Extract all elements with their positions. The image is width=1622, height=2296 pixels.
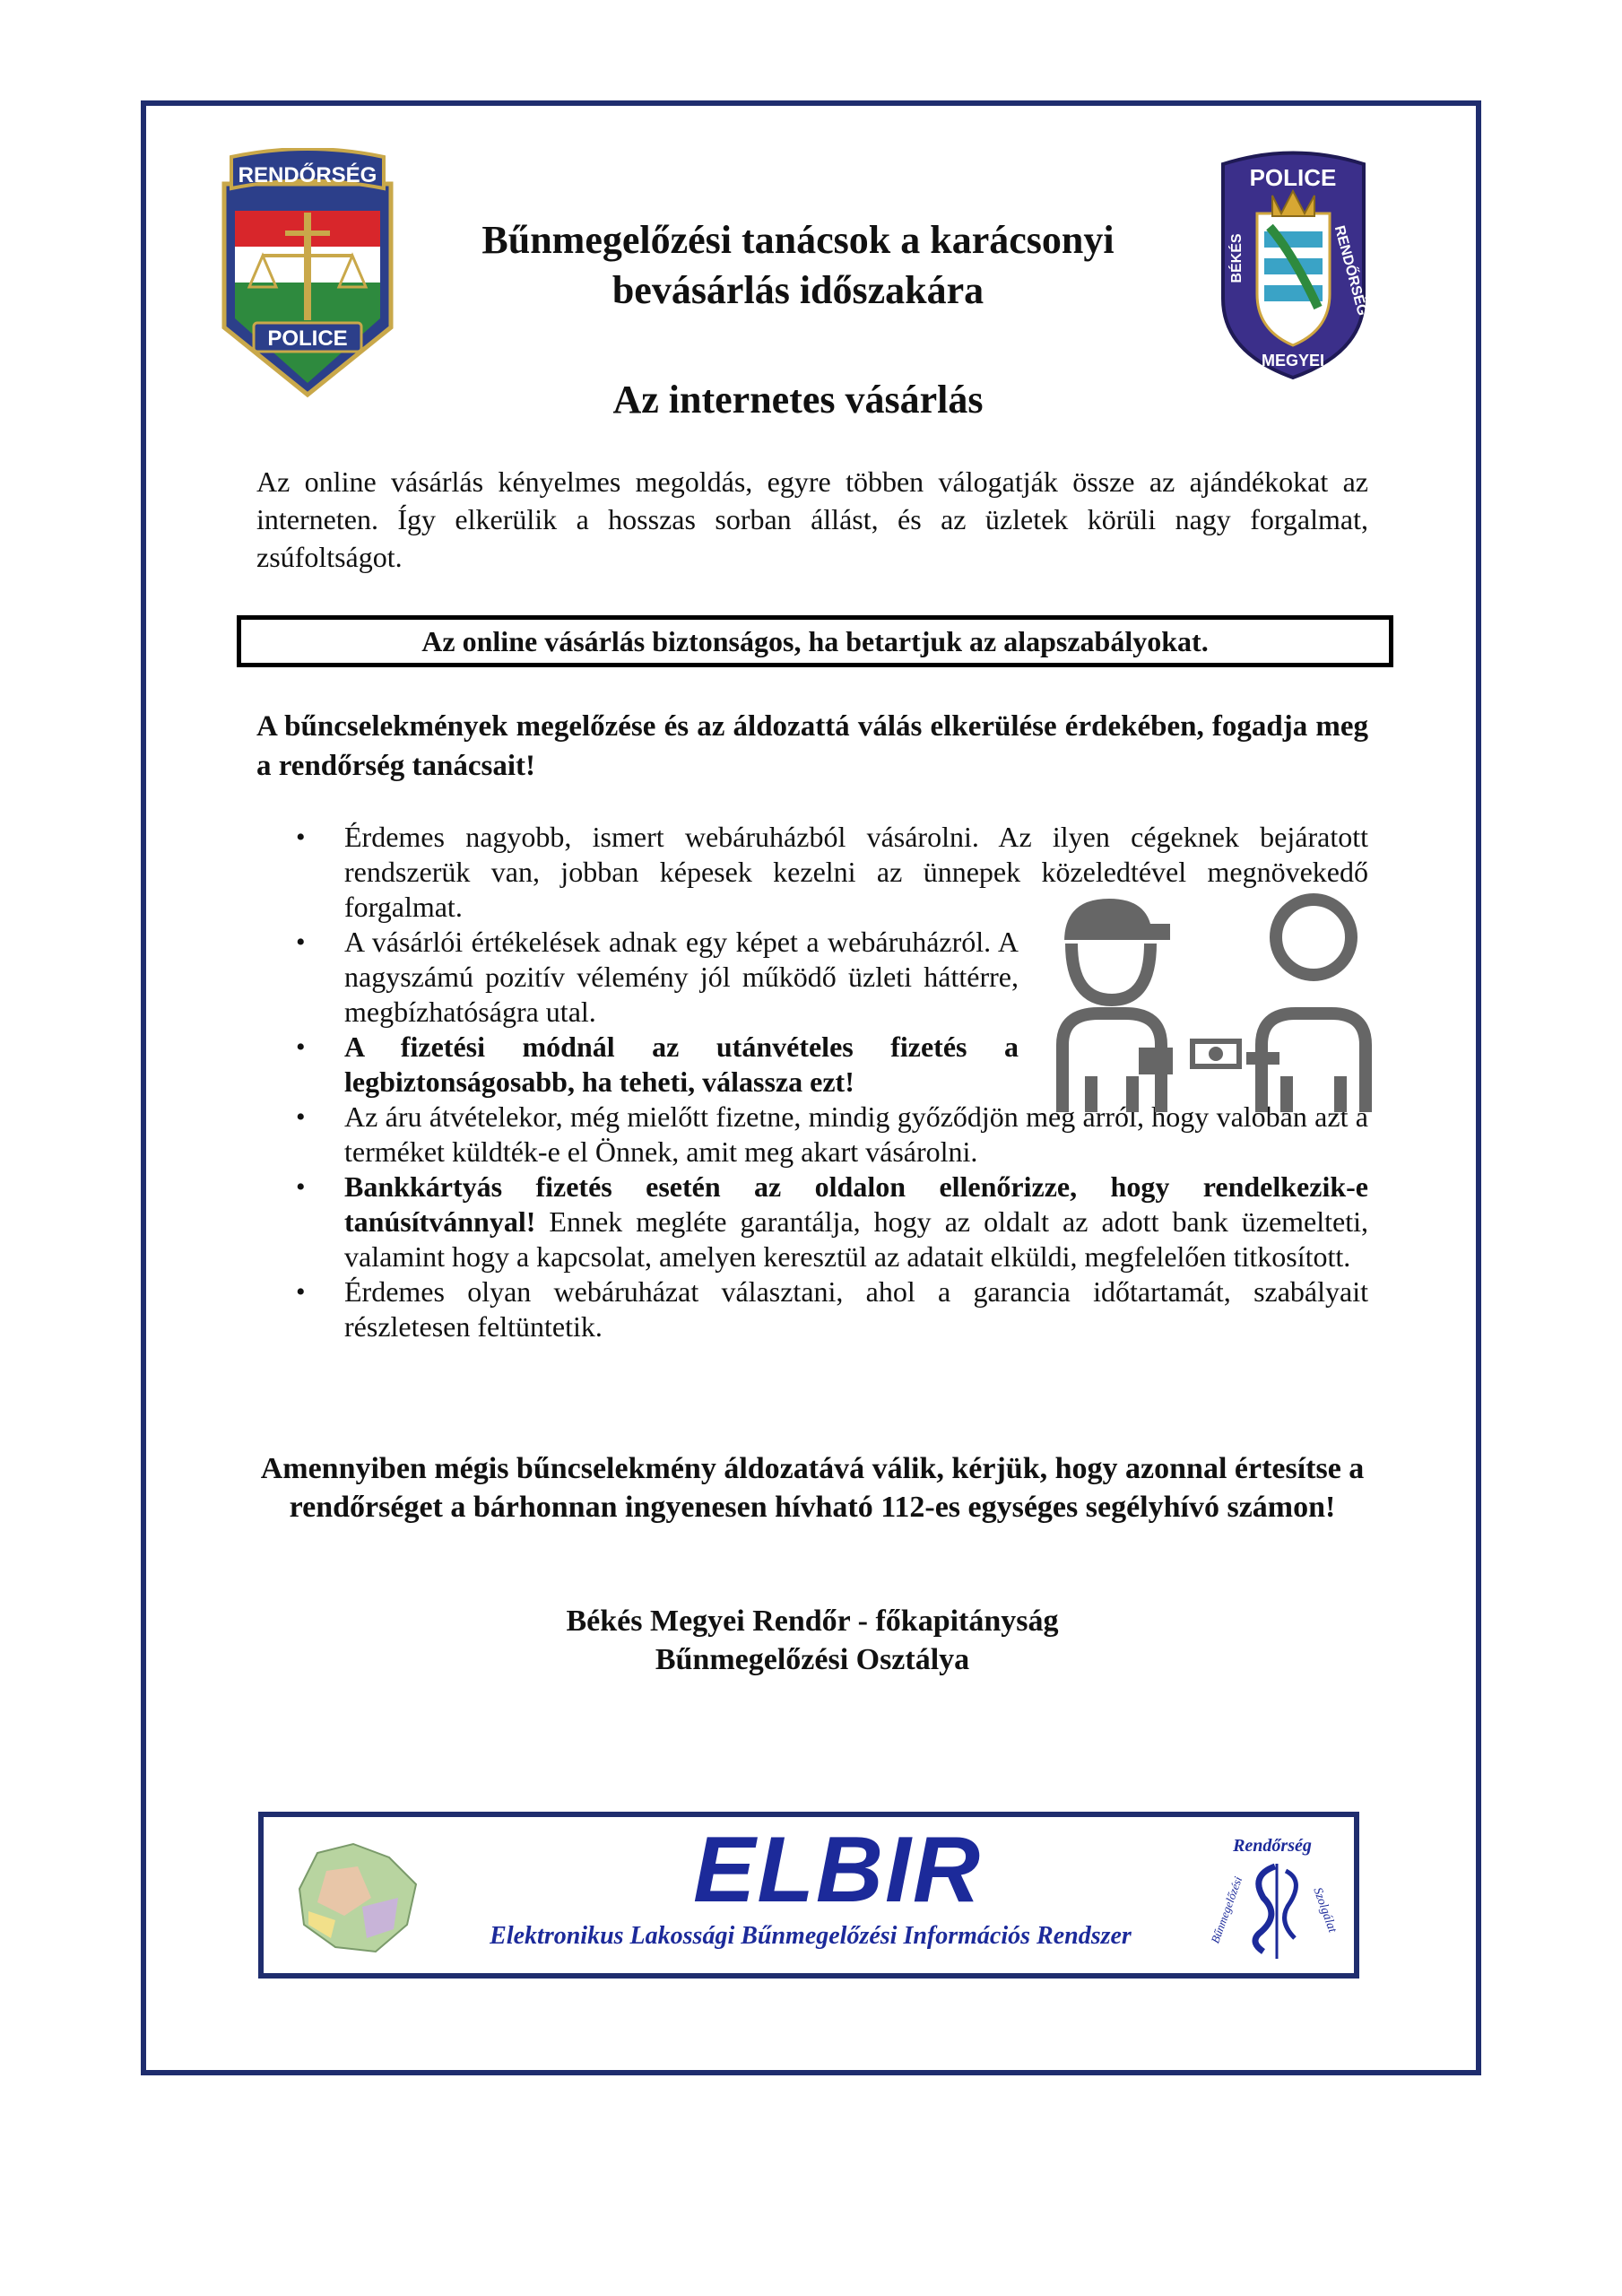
list-item — [256, 1170, 1368, 1274]
list-item — [256, 1274, 1368, 1344]
elbir-banner — [258, 1812, 1359, 1979]
tip-text: Ennek megléte garantálja, hogy az oldalt az adott bank üzemelteti, valamint hogy a kapcsolat, amelyen keresztül az adatait elküldi, megfelelően titkosított. — [344, 1205, 1368, 1273]
left-logo-top-text: RENDŐRSÉG — [238, 163, 377, 187]
tip-text: Az áru átvételekor, még mielőtt fizetne, mindig győződjön meg arról, hogy valóban azt a terméket küldték-e el Önnek, amit meg akart vásárolni. — [344, 1100, 1368, 1168]
page-subtitle: Az internetes vásárlás — [612, 378, 984, 422]
banner-brand: ELBIR — [693, 1818, 982, 1922]
tip-text: Érdemes nagyobb, ismert webáruházból vásárolni. Az ilyen cégeknek bejáratott rendszerük van, jobban képesek kezelni az ünnepek közeledtével megnövekedő forgalmat. — [344, 821, 1368, 923]
county-map-icon — [291, 1835, 425, 1961]
banner-subtitle: Elektronikus Lakossági Bűnmegelőzési Információs Rendszer — [490, 1922, 1132, 1950]
courier-delivery-icon — [1063, 899, 1173, 1112]
police-crime-prevention-emblem — [1196, 1826, 1349, 1970]
signature-line-2: Bűnmegelőzési Osztálya — [655, 1643, 970, 1676]
customer-icon — [1246, 900, 1366, 1112]
tip-bold-text: A fizetési módnál az utánvételes fizetés a legbiztonságosabb, ha teheti, válassza ezt! — [344, 1031, 1019, 1098]
banknote-icon — [1190, 1039, 1242, 1069]
highlight-box: Az online vásárlás biztonságos, ha betartjuk az alapszabályokat. — [237, 615, 1393, 667]
intro-paragraph: Az online vásárlás kényelmes megoldás, egyre többen válogatják össze az ajándékokat az interneten. Így elkerülik a hosszas sorban állást, és az üzletek körüli nagy forgalmat, zsúfoltságot. — [256, 465, 1368, 573]
title-line-2: bevásárlás időszakára — [612, 268, 984, 312]
page-title — [395, 215, 1201, 316]
right-logo-right-text: RENDŐRSÉG — [1331, 223, 1370, 317]
signature-line-1: Békés Megyei Rendőr - főkapitányság — [566, 1605, 1059, 1638]
tip-text: Érdemes olyan webáruházat választani, ahol a garancia időtartamát, szabályait részletesen feltüntetik. — [344, 1275, 1368, 1343]
right-logo-bottom-text: MEGYEI — [1261, 352, 1325, 370]
tip-bold-text: Bankkártyás fizetés esetén az oldalon ellenőrizze, hogy rendelkezik-e tanúsítvánnyal! — [344, 1170, 1368, 1238]
emblem-top-text: Rendőrség — [1233, 1836, 1312, 1856]
emblem-left-text: Bűnmegelőzési — [1208, 1874, 1245, 1945]
signature-block — [256, 1602, 1368, 1679]
closing-paragraph: Amennyiben mégis bűncselekmény áldozatává válik, kérjük, hogy azonnal értesítse a rendőrséget a bárhonnan ingyenesen hívható 112-es egységes segélyhívó számon! — [260, 1452, 1365, 1524]
emblem-right-text: Szolgálat — [1310, 1885, 1340, 1935]
tip-text: A vásárlói értékelések adnak egy képet a webáruházról. A nagyszámú pozitív vélemény jól működő üzleti háttérre, megbízhatóságra utal. — [344, 926, 1019, 1028]
title-line-1: Bűnmegelőzési tanácsok a karácsonyi — [481, 218, 1115, 262]
delivery-payment-illustration — [1045, 888, 1376, 1121]
left-logo-bottom-text: POLICE — [267, 326, 348, 351]
right-logo-left-text: BÉKÉS — [1229, 233, 1245, 283]
police-badge-logo — [213, 148, 402, 399]
right-logo-top-text: POLICE — [1249, 164, 1337, 191]
lead-paragraph: A bűncselekmények megelőzése és az áldozattá válás elkerülése érdekében, fogadja meg a rendőrség tanácsait! — [256, 710, 1368, 782]
bekes-county-police-logo — [1205, 146, 1382, 381]
